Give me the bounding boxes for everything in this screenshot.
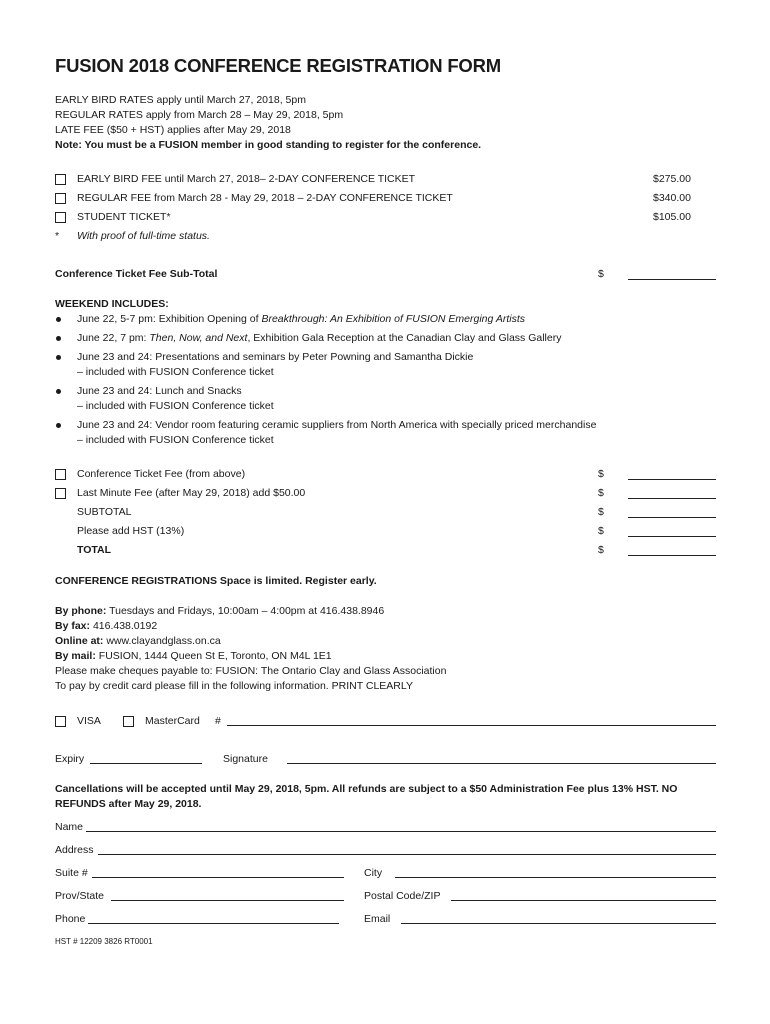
weekend-item-gala xyxy=(77,332,561,344)
city-field[interactable] xyxy=(395,877,716,878)
registration-form xyxy=(55,0,717,1024)
bullet-icon xyxy=(56,423,61,428)
signature-label: Signature xyxy=(223,753,268,765)
contact-mail-label: By mail: xyxy=(55,650,96,662)
email-field[interactable] xyxy=(401,923,716,924)
contact-mail-value: FUSION, 1444 Queen St E, Toronto, ON M4L 1E1 xyxy=(98,650,332,662)
name-field[interactable] xyxy=(86,831,716,832)
visa-checkbox[interactable] xyxy=(55,716,66,727)
regular-rates-text: REGULAR RATES apply from March 28 – May 29, 2018, 5pm xyxy=(55,109,344,121)
weekend-item-opening-text: June 22, 5-7 pm: Exhibition Opening of xyxy=(77,313,262,325)
weekend-heading: WEEKEND INCLUDES: xyxy=(55,298,169,310)
subtotal-label: Conference Ticket Fee Sub-Total xyxy=(55,268,218,280)
hst-label: Please add HST (13%) xyxy=(77,525,185,537)
conference-fee-currency: $ xyxy=(598,468,604,480)
weekend-item-lunch-sub: – included with FUSION Conference ticket xyxy=(77,400,274,412)
weekend-item-lunch: June 23 and 24: Lunch and Snacks xyxy=(77,385,242,397)
weekend-item-vendor-sub: – included with FUSION Conference ticket xyxy=(77,434,274,446)
phone-field[interactable] xyxy=(88,923,339,924)
phone-label: Phone xyxy=(55,913,86,925)
bullet-icon xyxy=(56,355,61,360)
contact-fax-value: 416.438.0192 xyxy=(92,620,158,632)
subtotal-amount-field[interactable] xyxy=(628,279,716,280)
total-currency: $ xyxy=(598,544,604,556)
contact-fax xyxy=(55,620,157,632)
student-ticket-checkbox[interactable] xyxy=(55,212,66,223)
conference-fee-checkbox[interactable] xyxy=(55,469,66,480)
prov-state-field[interactable] xyxy=(111,900,344,901)
early-bird-label: EARLY BIRD FEE until March 27, 2018– 2-DAY CONFERENCE TICKET xyxy=(77,173,416,185)
visa-label: VISA xyxy=(77,715,101,727)
total-field[interactable] xyxy=(628,555,716,556)
cancellation-line-1: Cancellations will be accepted until May 29, 2018, 5pm. All refunds are subject to a $50 Administration Fee plus 13% HST. NO xyxy=(55,783,678,795)
card-number-mark: # xyxy=(215,715,221,727)
hst-number: HST # 12209 3826 RT0001 xyxy=(55,937,153,946)
suite-label: Suite # xyxy=(55,867,88,879)
weekend-item-gala-text-b: , Exhibition Gala Reception at the Canadian Clay and Glass Gallery xyxy=(247,332,562,344)
expiry-label: Expiry xyxy=(55,753,85,765)
fees-subtotal-field[interactable] xyxy=(628,517,716,518)
fees-subtotal-label: SUBTOTAL xyxy=(77,506,132,518)
footnote-mark: * xyxy=(55,230,60,242)
expiry-field[interactable] xyxy=(90,763,202,764)
last-minute-fee-currency: $ xyxy=(598,487,604,499)
cheques-text: Please make cheques payable to: FUSION: The Ontario Clay and Glass Association xyxy=(55,665,447,677)
regular-fee-checkbox[interactable] xyxy=(55,193,66,204)
contact-online-label: Online at: xyxy=(55,635,104,647)
contact-mail xyxy=(55,650,332,662)
contact-phone-label: By phone: xyxy=(55,605,107,617)
weekend-item-opening xyxy=(77,313,525,325)
suite-field[interactable] xyxy=(92,877,344,878)
address-field[interactable] xyxy=(98,854,716,855)
hst-field[interactable] xyxy=(628,536,716,537)
total-label: TOTAL xyxy=(77,544,112,556)
member-note: Note: You must be a FUSION member in good standing to register for the conference. xyxy=(55,139,482,151)
card-number-field[interactable] xyxy=(227,725,716,726)
signature-field[interactable] xyxy=(287,763,716,764)
regular-fee-price: $340.00 xyxy=(653,192,691,204)
last-minute-fee-field[interactable] xyxy=(628,498,716,499)
postal-code-label: Postal Code/ZIP xyxy=(364,890,441,902)
bullet-icon xyxy=(56,389,61,394)
contact-online xyxy=(55,635,221,647)
student-ticket-label: STUDENT TICKET* xyxy=(77,211,171,223)
credit-card-text: To pay by credit card please fill in the following information. PRINT CLEARLY xyxy=(55,680,413,692)
subtotal-currency: $ xyxy=(598,268,604,280)
late-fee-text: LATE FEE ($50 + HST) applies after May 29, 2018 xyxy=(55,124,291,136)
regular-fee-label: REGULAR FEE from March 28 - May 29, 2018 – 2-DAY CONFERENCE TICKET xyxy=(77,192,453,204)
last-minute-fee-checkbox[interactable] xyxy=(55,488,66,499)
bullet-icon xyxy=(56,336,61,341)
weekend-item-vendor: June 23 and 24: Vendor room featuring ceramic suppliers from North America with specially priced merchandise xyxy=(77,419,597,431)
email-label: Email xyxy=(364,913,391,925)
postal-code-field[interactable] xyxy=(451,900,716,901)
contact-phone-value: Tuesdays and Fridays, 10:00am – 4:00pm at 416.438.8946 xyxy=(109,605,385,617)
bullet-icon xyxy=(56,317,61,322)
student-ticket-price: $105.00 xyxy=(653,211,691,223)
contact-fax-label: By fax: xyxy=(55,620,91,632)
early-bird-checkbox[interactable] xyxy=(55,174,66,185)
prov-state-label: Prov/State xyxy=(55,890,105,902)
footnote-text: With proof of full-time status. xyxy=(77,230,210,242)
early-bird-price: $275.00 xyxy=(653,173,691,185)
city-label: City xyxy=(364,867,383,879)
hst-currency: $ xyxy=(598,525,604,537)
mastercard-label: MasterCard xyxy=(145,715,200,727)
cancellation-line-2: REFUNDS after May 29, 2018. xyxy=(55,798,202,810)
weekend-item-gala-italic: Then, Now, and Next xyxy=(149,332,248,344)
weekend-item-presentations: June 23 and 24: Presentations and seminars by Peter Powning and Samantha Dickie xyxy=(77,351,474,363)
name-label: Name xyxy=(55,821,84,833)
conference-fee-field[interactable] xyxy=(628,479,716,480)
last-minute-fee-label: Last Minute Fee (after May 29, 2018) add $50.00 xyxy=(77,487,306,499)
weekend-item-opening-italic: Breakthrough: An Exhibition of FUSION Emerging Artists xyxy=(261,313,526,325)
contact-online-value[interactable]: www.clayandglass.on.ca xyxy=(106,635,221,647)
registrations-notice: CONFERENCE REGISTRATIONS Space is limited. Register early. xyxy=(55,575,377,587)
page-title: FUSION 2018 CONFERENCE REGISTRATION FORM xyxy=(55,55,501,76)
address-label: Address xyxy=(55,844,94,856)
conference-fee-label: Conference Ticket Fee (from above) xyxy=(77,468,246,480)
weekend-item-gala-text-a: June 22, 7 pm: xyxy=(77,332,150,344)
fees-subtotal-currency: $ xyxy=(598,506,604,518)
contact-phone xyxy=(55,605,384,617)
early-bird-rates-text: EARLY BIRD RATES apply until March 27, 2018, 5pm xyxy=(55,94,306,106)
weekend-item-presentations-sub: – included with FUSION Conference ticket xyxy=(77,366,274,378)
mastercard-checkbox[interactable] xyxy=(123,716,134,727)
